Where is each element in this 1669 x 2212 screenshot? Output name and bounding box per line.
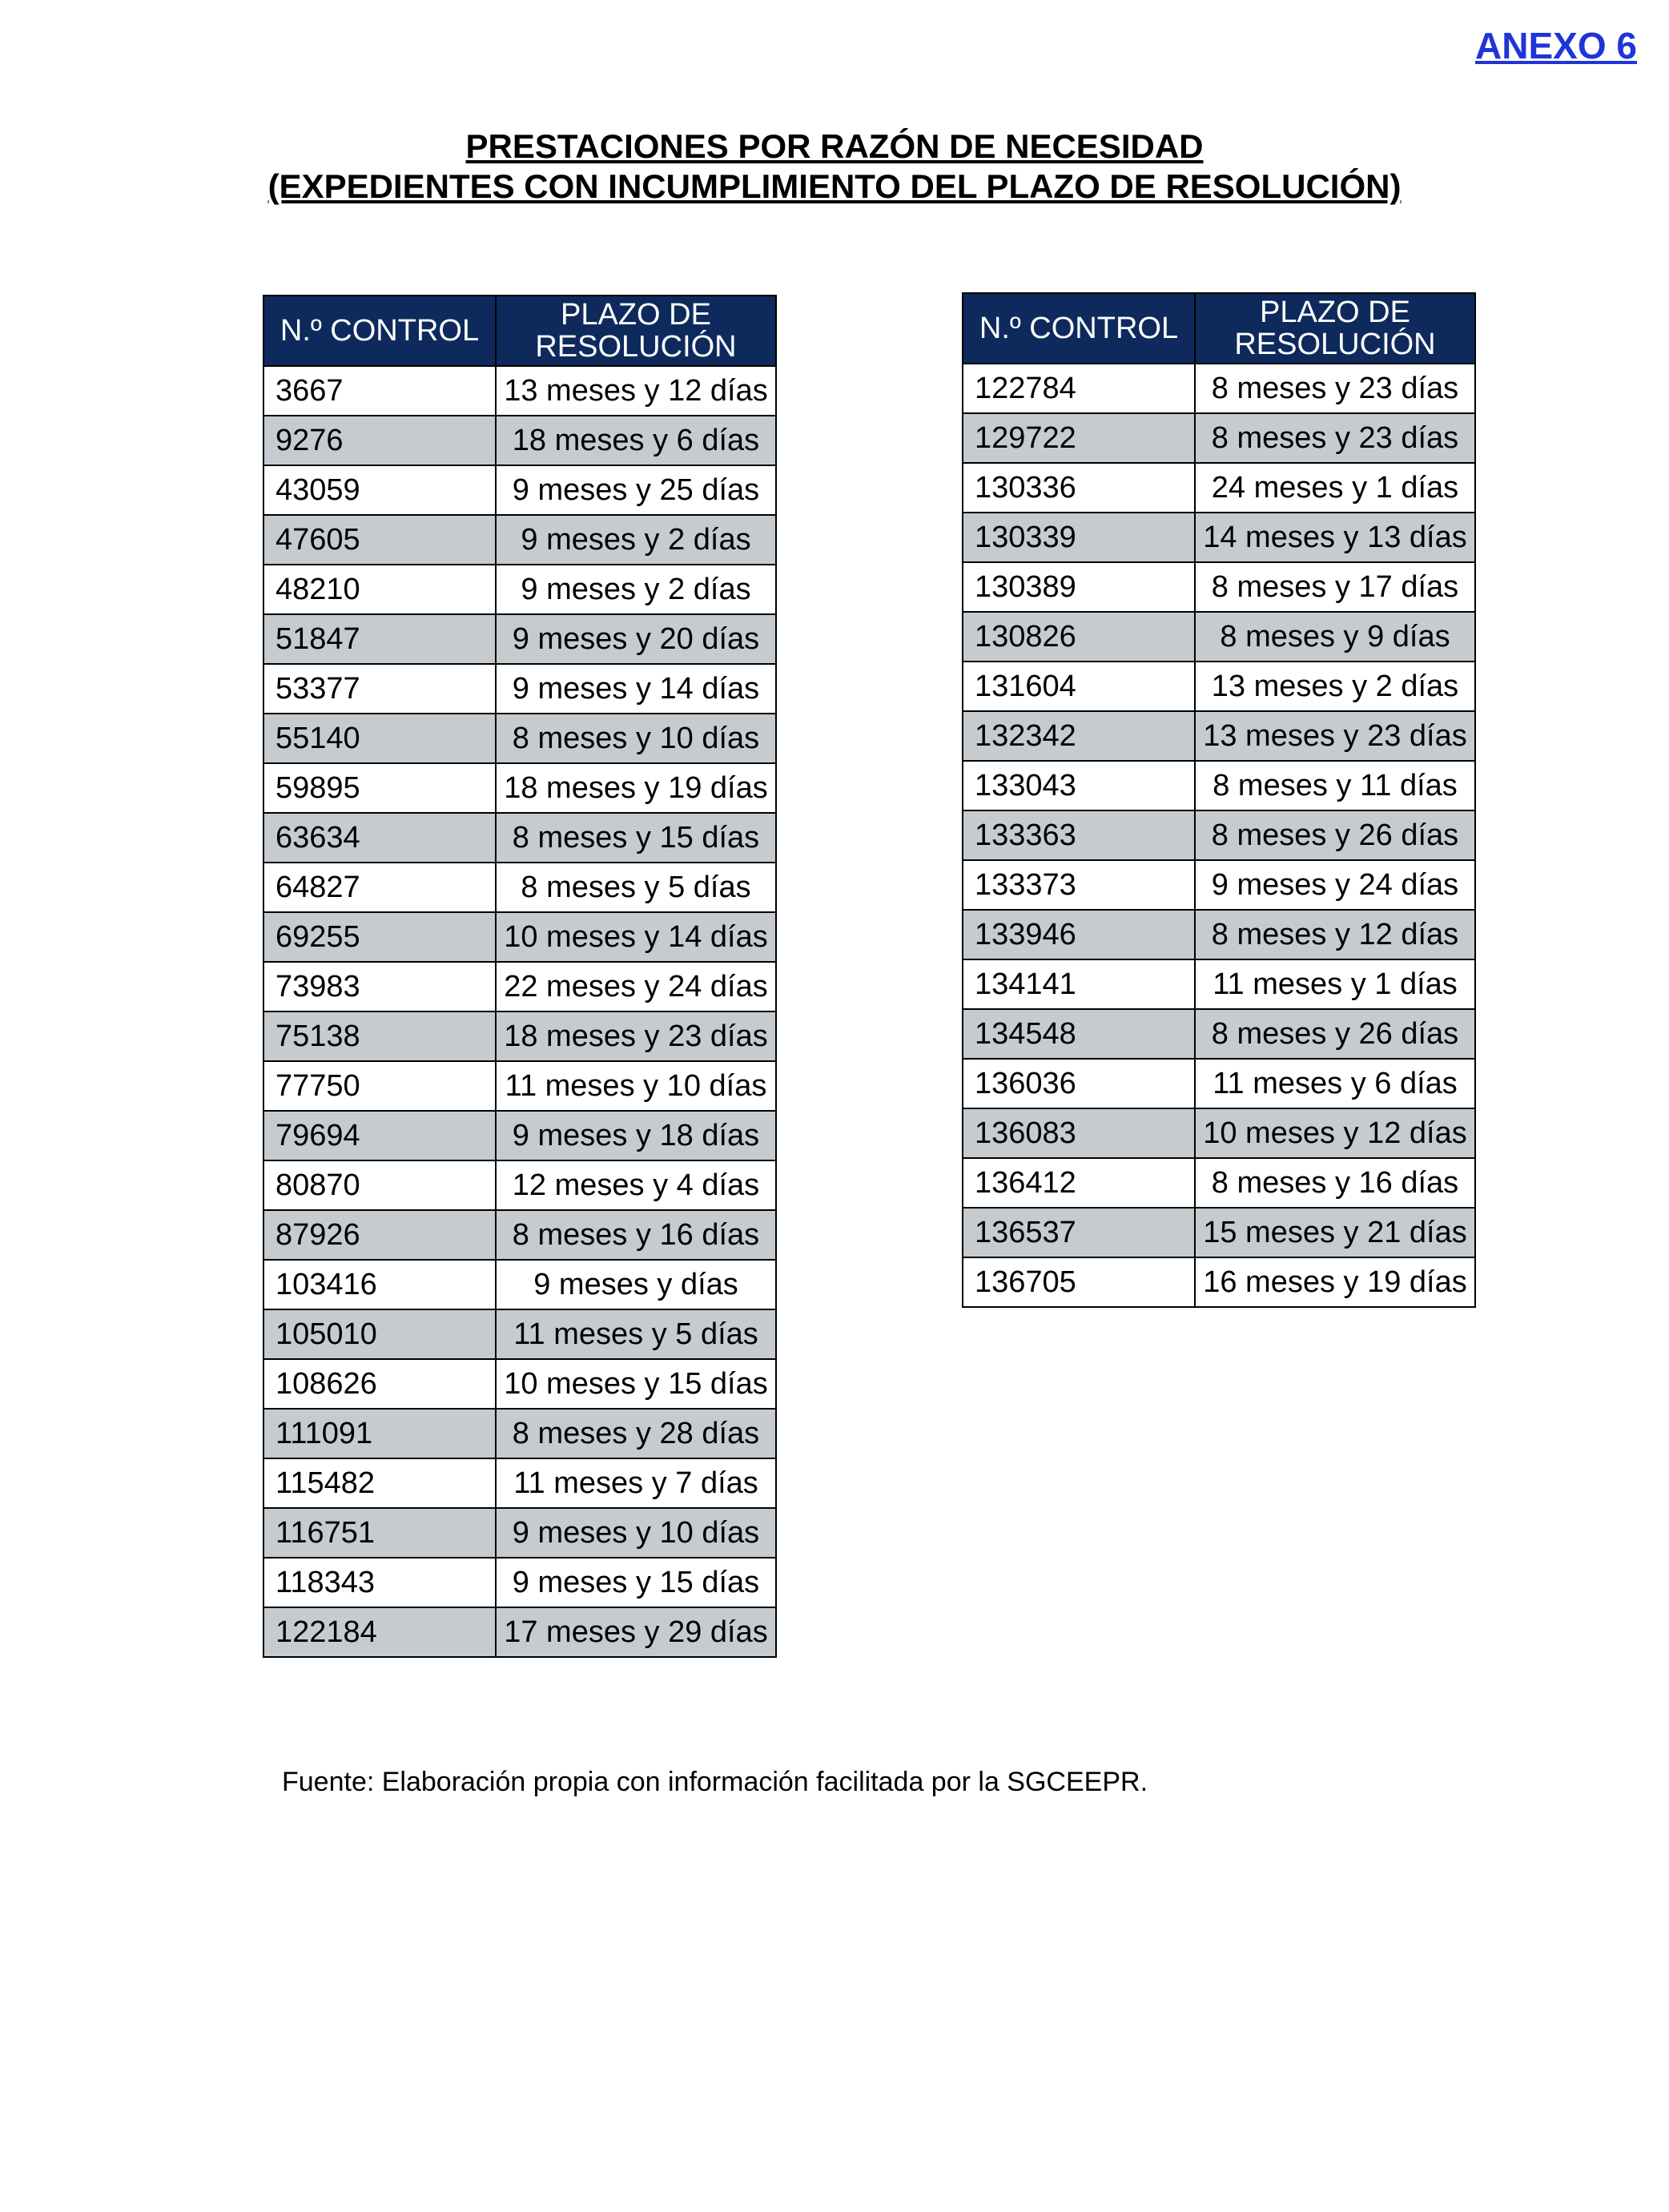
resolution-term: 11 meses y 7 días <box>496 1458 776 1508</box>
resolution-term: 9 meses y 2 días <box>496 515 776 565</box>
table-row <box>263 465 776 515</box>
table-row <box>963 463 1475 513</box>
control-number: 75138 <box>263 1011 496 1061</box>
control-number: 134548 <box>963 1009 1195 1059</box>
table-row <box>263 1558 776 1607</box>
table-row <box>263 962 776 1011</box>
table-row <box>263 1260 776 1309</box>
control-number: 79694 <box>263 1111 496 1160</box>
resolution-term: 13 meses y 2 días <box>1195 662 1475 711</box>
table-row <box>263 1011 776 1061</box>
control-number: 130336 <box>963 463 1195 513</box>
header-control: N.º CONTROL <box>963 293 1195 364</box>
control-number: 130339 <box>963 513 1195 562</box>
source-note: Fuente: Elaboración propia con información facilitada por la SGCEEPR. <box>282 1767 1148 1797</box>
table-row <box>263 763 776 813</box>
table-row <box>963 1158 1475 1208</box>
table-row <box>963 1009 1475 1059</box>
resolution-term: 13 meses y 12 días <box>496 366 776 416</box>
resolution-term: 8 meses y 10 días <box>496 714 776 763</box>
resolution-term: 11 meses y 1 días <box>1195 959 1475 1009</box>
table-row <box>963 562 1475 612</box>
control-number: 63634 <box>263 813 496 863</box>
table-row <box>263 1309 776 1359</box>
page-title <box>0 127 1669 207</box>
control-number: 132342 <box>963 711 1195 761</box>
table-row <box>263 1111 776 1160</box>
table-row <box>263 714 776 763</box>
table-row <box>963 364 1475 413</box>
table-row <box>263 565 776 614</box>
title-line-2: (EXPEDIENTES CON INCUMPLIMIENTO DEL PLAZO DE RESOLUCIÓN) <box>267 167 1402 205</box>
control-number: 130389 <box>963 562 1195 612</box>
resolution-term: 10 meses y 15 días <box>496 1359 776 1409</box>
resolution-term: 15 meses y 21 días <box>1195 1208 1475 1257</box>
table-row <box>963 662 1475 711</box>
table-row <box>963 910 1475 959</box>
table-row <box>963 413 1475 463</box>
control-number: 136412 <box>963 1158 1195 1208</box>
resolution-term: 11 meses y 5 días <box>496 1309 776 1359</box>
header-plazo: PLAZO DE RESOLUCIÓN <box>1195 293 1475 364</box>
table-row <box>963 810 1475 860</box>
resolution-term: 18 meses y 6 días <box>496 416 776 465</box>
table-row <box>963 1208 1475 1257</box>
resolution-term: 9 meses y 15 días <box>496 1558 776 1607</box>
control-number: 122784 <box>963 364 1195 413</box>
resolution-term: 18 meses y 23 días <box>496 1011 776 1061</box>
table-row <box>963 1108 1475 1158</box>
resolution-term: 8 meses y 9 días <box>1195 612 1475 662</box>
resolution-term: 11 meses y 10 días <box>496 1061 776 1111</box>
resolution-term: 9 meses y 20 días <box>496 614 776 664</box>
control-number: 133043 <box>963 761 1195 810</box>
control-number: 131604 <box>963 662 1195 711</box>
control-number: 133373 <box>963 860 1195 910</box>
control-number: 59895 <box>263 763 496 813</box>
resolution-term: 9 meses y días <box>496 1260 776 1309</box>
resolution-term: 16 meses y 19 días <box>1195 1257 1475 1307</box>
resolution-term: 8 meses y 16 días <box>496 1210 776 1260</box>
table-row <box>263 1458 776 1508</box>
resolution-term: 8 meses y 5 días <box>496 863 776 912</box>
control-number: 105010 <box>263 1309 496 1359</box>
table-row <box>963 1059 1475 1108</box>
resolution-term: 8 meses y 23 días <box>1195 413 1475 463</box>
resolution-term: 9 meses y 25 días <box>496 465 776 515</box>
resolution-term: 14 meses y 13 días <box>1195 513 1475 562</box>
table-row <box>963 860 1475 910</box>
resolution-term: 8 meses y 15 días <box>496 813 776 863</box>
control-number: 111091 <box>263 1409 496 1458</box>
resolution-term: 18 meses y 19 días <box>496 763 776 813</box>
resolution-term: 10 meses y 14 días <box>496 912 776 962</box>
table-row <box>263 1409 776 1458</box>
resolution-term: 9 meses y 2 días <box>496 565 776 614</box>
control-table-right <box>962 292 1476 1308</box>
control-number: 134141 <box>963 959 1195 1009</box>
control-number: 129722 <box>963 413 1195 463</box>
table-row <box>263 813 776 863</box>
table-row <box>963 959 1475 1009</box>
control-number: 64827 <box>263 863 496 912</box>
resolution-term: 8 meses y 16 días <box>1195 1158 1475 1208</box>
resolution-term: 13 meses y 23 días <box>1195 711 1475 761</box>
annex-label: ANEXO 6 <box>1475 25 1637 66</box>
table-row <box>263 515 776 565</box>
table-row <box>263 912 776 962</box>
title-line-1: PRESTACIONES POR RAZÓN DE NECESIDAD <box>465 127 1204 165</box>
control-number: 3667 <box>263 366 496 416</box>
resolution-term: 9 meses y 10 días <box>496 1508 776 1558</box>
table-row <box>263 1160 776 1210</box>
control-table-left <box>263 295 777 1658</box>
table-row <box>263 1607 776 1657</box>
table-row <box>263 1210 776 1260</box>
control-number: 108626 <box>263 1359 496 1409</box>
control-number: 136036 <box>963 1059 1195 1108</box>
control-number: 103416 <box>263 1260 496 1309</box>
table-row <box>963 761 1475 810</box>
control-number: 136705 <box>963 1257 1195 1307</box>
control-number: 80870 <box>263 1160 496 1210</box>
resolution-term: 11 meses y 6 días <box>1195 1059 1475 1108</box>
control-number: 53377 <box>263 664 496 714</box>
table-row <box>963 612 1475 662</box>
control-number: 51847 <box>263 614 496 664</box>
control-number: 69255 <box>263 912 496 962</box>
control-number: 9276 <box>263 416 496 465</box>
control-number: 133946 <box>963 910 1195 959</box>
table-row <box>263 614 776 664</box>
resolution-term: 10 meses y 12 días <box>1195 1108 1475 1158</box>
control-number: 43059 <box>263 465 496 515</box>
table-row <box>263 416 776 465</box>
resolution-term: 8 meses y 12 días <box>1195 910 1475 959</box>
control-number: 47605 <box>263 515 496 565</box>
table-row <box>263 1359 776 1409</box>
resolution-term: 17 meses y 29 días <box>496 1607 776 1657</box>
resolution-term: 8 meses y 26 días <box>1195 1009 1475 1059</box>
control-number: 48210 <box>263 565 496 614</box>
control-number: 87926 <box>263 1210 496 1260</box>
control-number: 122184 <box>263 1607 496 1657</box>
table-row <box>263 863 776 912</box>
control-number: 116751 <box>263 1508 496 1558</box>
resolution-term: 9 meses y 18 días <box>496 1111 776 1160</box>
resolution-term: 8 meses y 28 días <box>496 1409 776 1458</box>
control-number: 133363 <box>963 810 1195 860</box>
resolution-term: 8 meses y 11 días <box>1195 761 1475 810</box>
resolution-term: 8 meses y 17 días <box>1195 562 1475 612</box>
resolution-term: 12 meses y 4 días <box>496 1160 776 1210</box>
header-control: N.º CONTROL <box>263 296 496 366</box>
control-number: 115482 <box>263 1458 496 1508</box>
resolution-term: 9 meses y 24 días <box>1195 860 1475 910</box>
table-row <box>263 366 776 416</box>
table-row <box>263 664 776 714</box>
control-number: 130826 <box>963 612 1195 662</box>
resolution-term: 24 meses y 1 días <box>1195 463 1475 513</box>
table-row <box>963 711 1475 761</box>
table-row <box>263 1061 776 1111</box>
control-number: 136537 <box>963 1208 1195 1257</box>
table-row <box>963 1257 1475 1307</box>
resolution-term: 9 meses y 14 días <box>496 664 776 714</box>
resolution-term: 8 meses y 23 días <box>1195 364 1475 413</box>
resolution-term: 22 meses y 24 días <box>496 962 776 1011</box>
control-number: 118343 <box>263 1558 496 1607</box>
control-number: 77750 <box>263 1061 496 1111</box>
table-row <box>963 513 1475 562</box>
resolution-term: 8 meses y 26 días <box>1195 810 1475 860</box>
control-number: 136083 <box>963 1108 1195 1158</box>
control-number: 55140 <box>263 714 496 763</box>
header-plazo: PLAZO DE RESOLUCIÓN <box>496 296 776 366</box>
control-number: 73983 <box>263 962 496 1011</box>
table-row <box>263 1508 776 1558</box>
